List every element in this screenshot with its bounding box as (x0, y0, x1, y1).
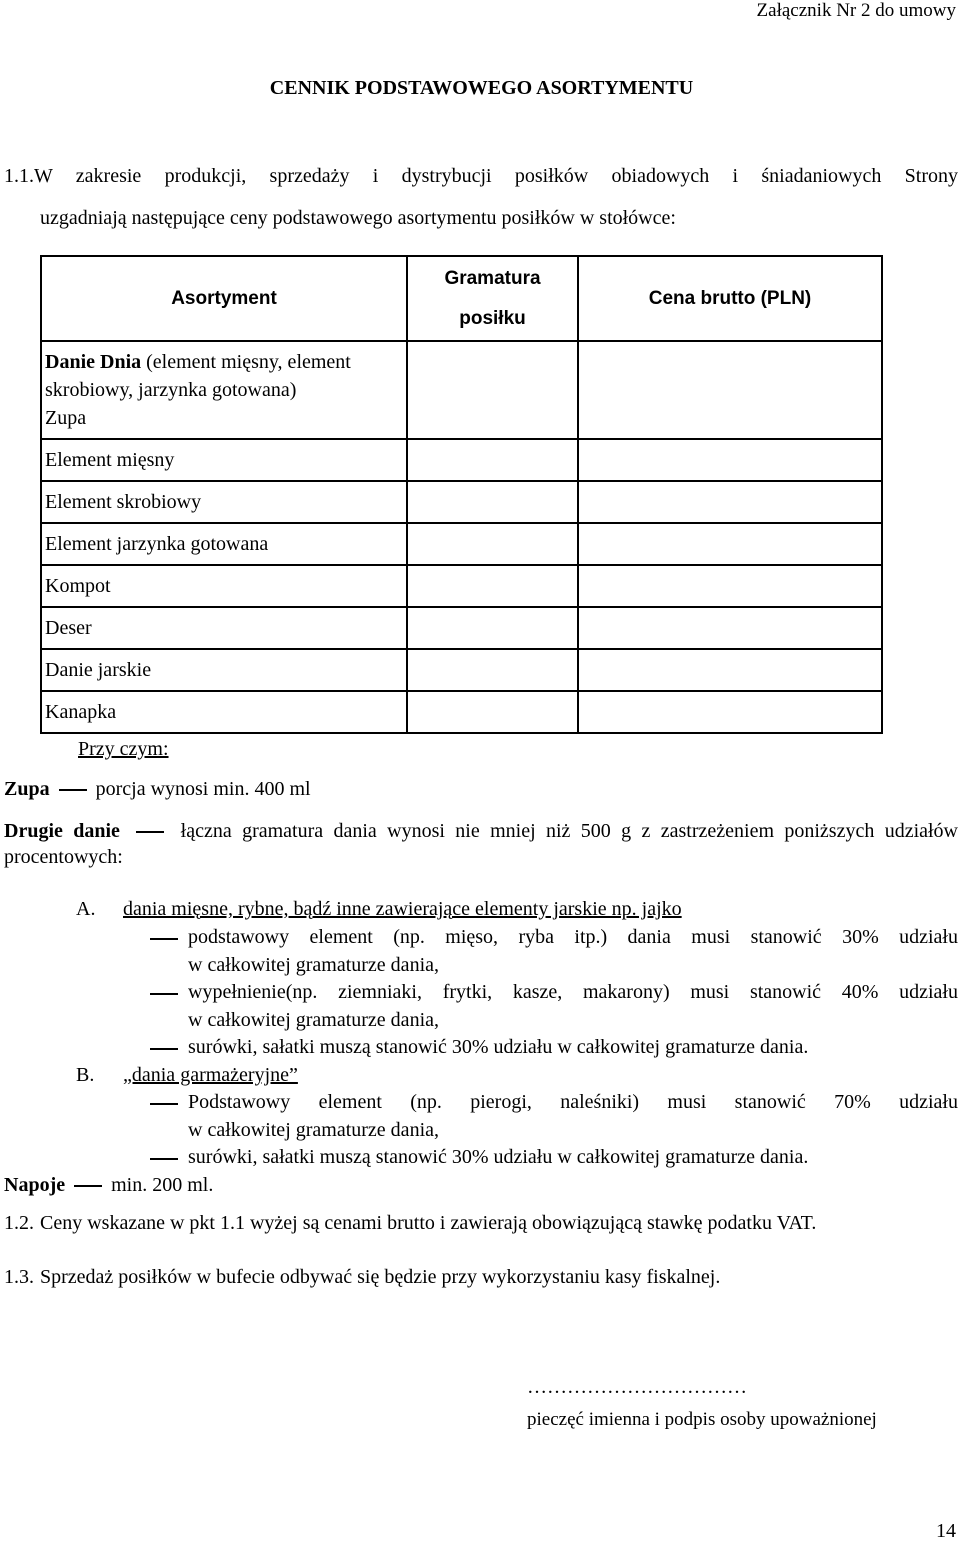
gramatura-cell[interactable] (407, 649, 578, 691)
gramatura-cell[interactable] (407, 523, 578, 565)
list-a-label: A. (76, 898, 96, 920)
danie-dnia-rest: (element mięsny, element (141, 351, 351, 373)
page-number: 14 (936, 1520, 956, 1542)
table-row (41, 439, 882, 481)
paragraph-text: Sprzedaż posiłków w bufecie odbywać się będzie przy wykorzystaniu kasy fiskalnej. (40, 1266, 721, 1288)
list-b-label: B. (76, 1064, 95, 1086)
dash-mark (136, 831, 164, 833)
table-row (41, 607, 882, 649)
gramatura-cell[interactable] (407, 565, 578, 607)
gramatura-cell[interactable] (407, 691, 578, 733)
cena-cell[interactable] (578, 523, 882, 565)
list-item-line: Podstawowy element (np. pierogi, naleśniki) musi stanowić 70% udziału (188, 1091, 958, 1113)
header-gramatura-line1: Gramatura (444, 267, 541, 289)
annex-label: Załącznik Nr 2 do umowy (756, 0, 956, 21)
paragraph-1-3 (4, 1266, 720, 1289)
row-label: Deser (41, 607, 407, 649)
gramatura-cell[interactable] (407, 481, 578, 523)
price-table (40, 255, 883, 734)
dash-mark (150, 938, 178, 940)
intro-text-line1: W zakresie produkcji, sprzedaży i dystrybucji posiłków obiadowych i śniadaniowych Strony (34, 165, 958, 187)
header-asortyment: Asortyment (41, 256, 407, 341)
dash-mark (150, 1158, 178, 1160)
paragraph-number: 1.3. (4, 1266, 34, 1288)
gramatura-cell[interactable] (407, 607, 578, 649)
table-row (41, 341, 882, 439)
dash-mark (150, 1103, 178, 1105)
przy-czym-label: Przy czym: (78, 738, 169, 760)
list-item-line: podstawowy element (np. mięso, ryba itp.) dania musi stanowić 30% udziału (188, 926, 958, 948)
drugie-text: łączna gramatura dania wynosi nie mniej niż 500 g z zastrzeżeniem poniższych udziałów procentowych: (4, 820, 958, 868)
list-b-heading: „dania garmażeryjne” (123, 1064, 298, 1086)
signature-label: pieczęć imienna i podpis osoby upoważnionej (527, 1409, 877, 1430)
cena-cell[interactable] (578, 649, 882, 691)
table-row (41, 691, 882, 733)
list-item-line: surówki, sałatki muszą stanowić 30% udziału w całkowitej gramaturze dania. (188, 1146, 809, 1168)
row-danie-dnia (41, 341, 407, 439)
intro-text-line2: uzgadniają następujące ceny podstawowego asortymentu posiłków w stołówce: (40, 207, 676, 229)
header-gramatura-line2: posiłku (459, 307, 526, 329)
cena-cell[interactable] (578, 341, 882, 439)
gramatura-cell[interactable] (407, 439, 578, 481)
row-label: Danie jarskie (41, 649, 407, 691)
list-item-line: w całkowitej gramaturze dania, (188, 1119, 439, 1141)
header-cena: Cena brutto (PLN) (578, 256, 882, 341)
danie-dnia-line1 (45, 348, 406, 376)
intro-number: 1.1. (4, 165, 34, 187)
header-gramatura (407, 256, 578, 341)
drugie-label: Drugie danie (4, 820, 120, 842)
page-title: CENNIK PODSTAWOWEGO ASORTYMENTU (269, 77, 694, 99)
dash-mark (150, 993, 178, 995)
intro-paragraph-line1 (4, 165, 958, 188)
napoje-note (4, 1174, 213, 1197)
napoje-text: min. 200 ml. (111, 1174, 214, 1196)
cena-cell[interactable] (578, 481, 882, 523)
row-label: Element skrobiowy (41, 481, 407, 523)
list-item-line: surówki, sałatki muszą stanowić 30% udziału w całkowitej gramaturze dania. (188, 1036, 809, 1058)
list-a-heading: dania mięsne, rybne, bądź inne zawierające elementy jarskie np. jajko (123, 898, 682, 920)
paragraph-number: 1.2. (4, 1212, 34, 1234)
dash-mark (74, 1185, 102, 1187)
table-row (41, 565, 882, 607)
cena-cell[interactable] (578, 565, 882, 607)
danie-dnia-line3: Zupa (45, 407, 87, 429)
row-label: Element jarzynka gotowana (41, 523, 407, 565)
signature-line: …………………………… (527, 1376, 747, 1398)
paragraph-1-2 (4, 1212, 816, 1235)
dash-mark (59, 789, 87, 791)
danie-dnia-line2: skrobiowy, jarzynka gotowana) (45, 379, 297, 401)
row-label: Kompot (41, 565, 407, 607)
gramatura-cell[interactable] (407, 341, 578, 439)
cena-cell[interactable] (578, 691, 882, 733)
list-item-line: w całkowitej gramaturze dania, (188, 954, 439, 976)
table-row (41, 481, 882, 523)
napoje-label: Napoje (4, 1174, 66, 1196)
table-header-row (41, 256, 882, 341)
list-item-line: w całkowitej gramaturze dania, (188, 1009, 439, 1031)
zupa-note (4, 778, 311, 801)
drugie-danie-note (4, 818, 958, 870)
table-row (41, 649, 882, 691)
cena-cell[interactable] (578, 439, 882, 481)
row-label: Element mięsny (41, 439, 407, 481)
zupa-label: Zupa (4, 778, 50, 800)
row-label: Kanapka (41, 691, 407, 733)
dash-mark (150, 1048, 178, 1050)
list-item-line: wypełnienie(np. ziemniaki, frytki, kasze, makarony) musi stanowić 40% udziału (188, 981, 958, 1003)
table-row (41, 523, 882, 565)
zupa-text: porcja wynosi min. 400 ml (95, 778, 311, 800)
danie-dnia-lead: Danie Dnia (45, 351, 142, 373)
cena-cell[interactable] (578, 607, 882, 649)
paragraph-text: Ceny wskazane w pkt 1.1 wyżej są cenami brutto i zawierają obowiązującą stawkę podatku VAT. (40, 1212, 817, 1234)
